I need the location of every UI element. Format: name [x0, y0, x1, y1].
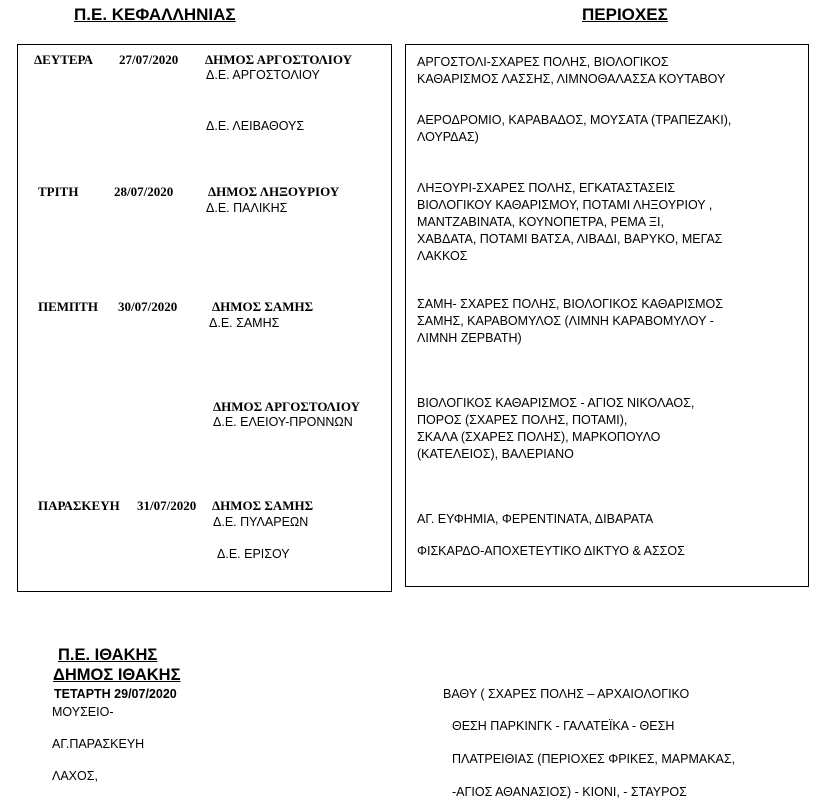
ithaca-line: ΜΟΥΣΕΙΟ- — [52, 705, 114, 719]
municipality-label: ΔΗΜΟΣ ΑΡΓΟΣΤΟΛΙΟΥ — [205, 52, 353, 67]
date-label: 31/07/2020 — [137, 498, 197, 513]
unit-label: Δ.Ε. ΛΕΙΒΑΘΟΥΣ — [206, 119, 305, 133]
areas-text: ΒΙΟΛΟΓΙΚΟΣ ΚΑΘΑΡΙΣΜΟΣ - ΑΓΙΟΣ ΝΙΚΟΛΑΟΣ, ΠΟΡΟΣ (ΣΧΑΡΕΣ ΠΟΛΗΣ, ΠΟΤΑΜΙ), ΣΚΑΛΑ (ΣΧΑΡΕΣ ΠΟΛΗΣ), ΜΑΡΚΟΠΟΥΛΟ (ΚΑΤΕΛΕΙΟΣ), ΒΑΛΕΡΙΑΝΟ — [417, 396, 695, 461]
areas-text: ΑΡΓΟΣΤΟΛΙ-ΣΧΑΡΕΣ ΠΟΛΗΣ, ΒΙΟΛΟΓΙΚΟΣ ΚΑΘΑΡΙΣΜΟΣ ΛΑΣΣΗΣ, ΛΙΜΝΟΘΑΛΑΣΣΑ ΚΟΥΤΑΒΟΥ — [417, 55, 726, 86]
municipality-label: ΔΗΜΟΣ ΛΗΞΟΥΡΙΟΥ — [208, 184, 340, 199]
ithaca-area-line: ΠΛΑΤΡΕΙΘΙΑΣ (ΠΕΡΙΟΧΕΣ ΦΡΙΚΕΣ, ΜΑΡΜΑΚΑΣ, — [452, 752, 736, 766]
header-prefecture: Π.Ε. ΚΕΦΑΛΛΗΝΙΑΣ — [74, 5, 236, 24]
ithaca-day-date: ΤΕΤΑΡΤΗ 29/07/2020 — [54, 687, 177, 701]
date-label: 30/07/2020 — [118, 299, 178, 314]
areas-text: ΑΓ. ΕΥΦΗΜΙΑ, ΦΕΡΕΝΤΙΝΑΤΑ, ΔΙΒΑΡΑΤΑ — [417, 512, 654, 526]
date-label: 28/07/2020 — [114, 184, 174, 199]
day-label: ΠΑΡΑΣΚΕΥΗ — [38, 498, 120, 513]
header-areas: ΠΕΡΙΟΧΕΣ — [582, 5, 668, 24]
unit-label: Δ.Ε. ΕΛΕΙΟΥ-ΠΡΟΝΝΩΝ — [213, 415, 353, 429]
day-label: ΠΕΜΠΤΗ — [38, 299, 98, 314]
ithaca-area-line: ΒΑΘΥ ( ΣΧΑΡΕΣ ΠΟΛΗΣ – ΑΡΧΑΙΟΛΟΓΙΚΟ — [443, 687, 690, 701]
ithaca-area-line: -ΑΓΙΟΣ ΑΘΑΝΑΣΙΟΣ) - ΚΙΟΝΙ, - ΣΤΑΥΡΟΣ — [452, 785, 687, 799]
ithaca-municipality: ΔΗΜΟΣ ΙΘΑΚΗΣ — [53, 666, 181, 684]
areas-text: ΣΑΜΗ- ΣΧΑΡΕΣ ΠΟΛΗΣ, ΒΙΟΛΟΓΙΚΟΣ ΚΑΘΑΡΙΣΜΟΣ ΣΑΜΗΣ, ΚΑΡΑΒΟΜΥΛΟΣ (ΛΙΜΝΗ ΚΑΡΑΒΟΜΥΛΟΥ - ΛΙΜΝΗ ΖΕΡΒΑΤΗ) — [417, 297, 723, 345]
areas-text: ΦΙΣΚΑΡΔΟ-ΑΠΟΧΕΤΕΥΤΙΚΟ ΔΙΚΤΥΟ & ΑΣΣΟΣ — [417, 544, 685, 558]
areas-text: ΑΕΡΟΔΡΟΜΙΟ, ΚΑΡΑΒΑΔΟΣ, ΜΟΥΣΑΤΑ (ΤΡΑΠΕΖΑΚΙ), ΛΟΥΡΔΑΣ) — [417, 113, 732, 144]
municipality-label: ΔΗΜΟΣ ΑΡΓΟΣΤΟΛΙΟΥ — [213, 399, 361, 414]
unit-label: Δ.Ε. ΑΡΓΟΣΤΟΛΙΟΥ — [206, 68, 320, 82]
ithaca-area-line: ΘΕΣΗ ΠΑΡΚΙΝΓΚ - ΓΑΛΑΤΕΪΚΑ - ΘΕΣΗ — [452, 719, 675, 733]
date-label: 27/07/2020 — [119, 52, 179, 67]
unit-label: Δ.Ε. ΣΑΜΗΣ — [209, 316, 280, 330]
unit-label: Δ.Ε. ΕΡΙΣΟΥ — [217, 547, 290, 561]
ithaca-line: ΛΑΧΟΣ, — [52, 769, 98, 783]
ithaca-title: Π.Ε. ΙΘΑΚΗΣ — [58, 646, 158, 664]
municipality-label: ΔΗΜΟΣ ΣΑΜΗΣ — [212, 299, 314, 314]
ithaca-line: ΑΓ.ΠΑΡΑΣΚΕΥΗ — [52, 737, 145, 751]
unit-label: Δ.Ε. ΠΥΛΑΡΕΩΝ — [213, 515, 309, 529]
day-label: ΤΡΙΤΗ — [38, 184, 79, 199]
unit-label: Δ.Ε. ΠΑΛΙΚΗΣ — [206, 201, 288, 215]
areas-text: ΛΗΞΟΥΡΙ-ΣΧΑΡΕΣ ΠΟΛΗΣ, ΕΓΚΑΤΑΣΤΑΣΕΙΣ ΒΙΟΛΟΓΙΚΟΥ ΚΑΘΑΡΙΣΜΟΥ, ΠΟΤΑΜΙ ΛΗΞΟΥΡΙΟΥ , ΜΑΝΤΖΑΒΙΝΑΤΑ, ΚΟΥΝΟΠΕΤΡΑ, ΡΕΜΑ ΞΙ, ΧΑΒΔΑΤΑ, ΠΟΤΑΜΙ ΒΑΤΣΑ, ΛΙΒΑΔΙ, ΒΑΡΥΚΟ, ΜΕΓΑΣ ΛΑΚΚΟΣ — [417, 181, 723, 263]
municipality-label: ΔΗΜΟΣ ΣΑΜΗΣ — [212, 498, 314, 513]
day-label: ΔΕΥΤΕΡΑ — [34, 52, 93, 67]
